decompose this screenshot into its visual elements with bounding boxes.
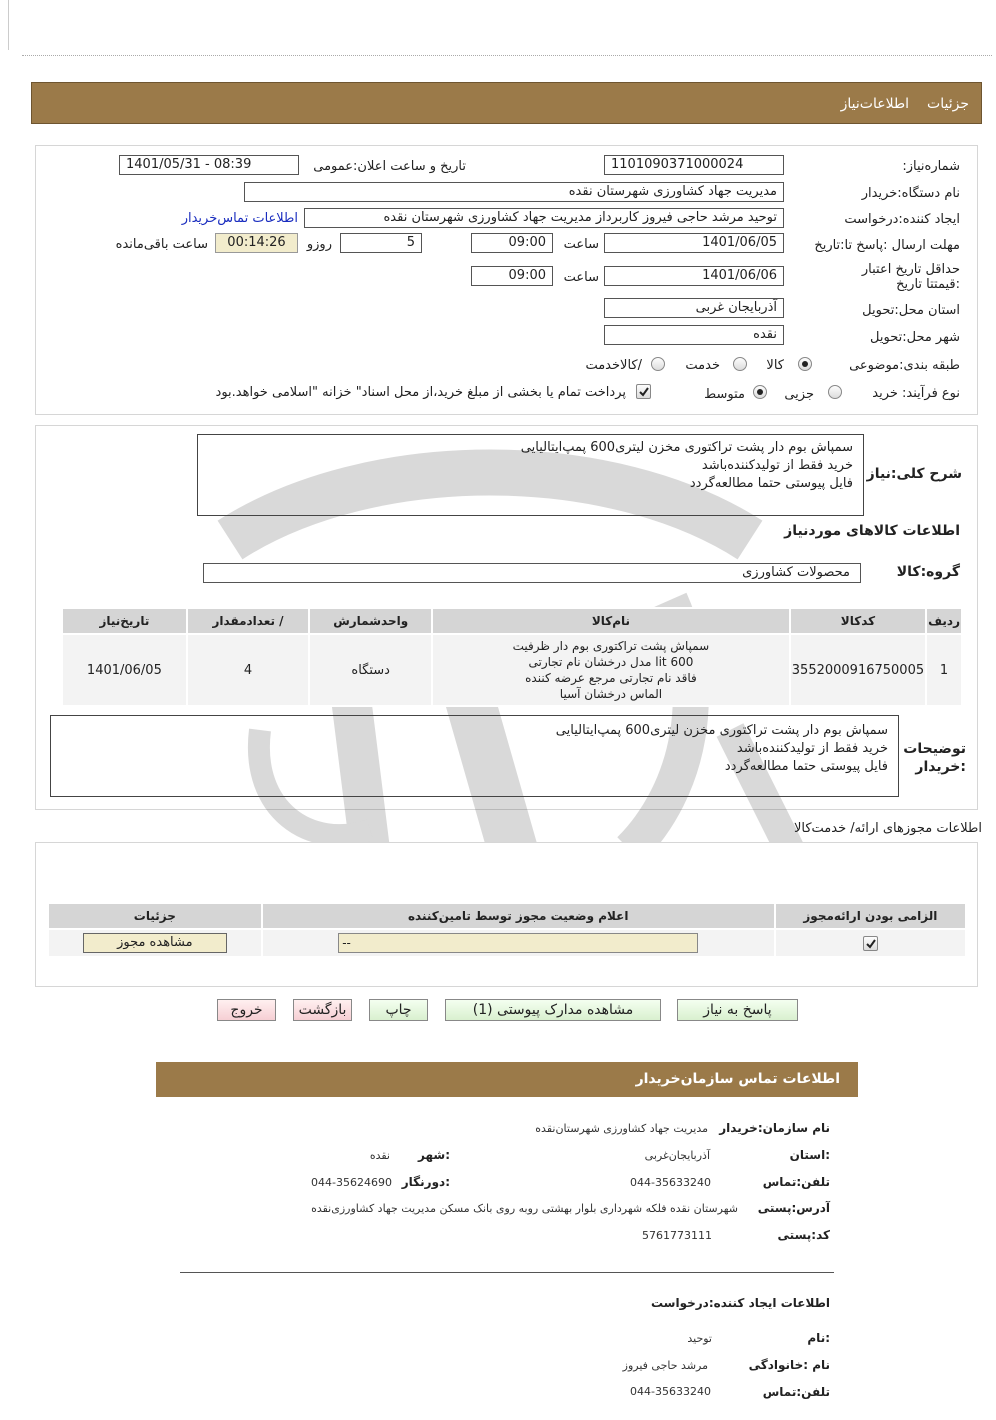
buyer-contact-link[interactable]: اطلاعات تماس‌خریدار	[181, 211, 298, 226]
deadline-label: مهلت ارسال :پاسخ تا:تاریخ	[814, 238, 960, 253]
group-label: گروه:کالا	[896, 564, 960, 580]
remaining-time-field: 00:14:26	[215, 233, 298, 253]
buyer-notes-label: توضیحات :خریدار	[903, 741, 966, 775]
contact-province-value: آذربایجان‌غربی	[644, 1149, 710, 1162]
summary-line: خرید فقط از تولیدکننده‌باشد	[701, 458, 853, 473]
col-row: ردیف	[926, 608, 962, 634]
contact-city-value: نقده	[369, 1149, 390, 1162]
validity-time-label: ساعت	[563, 270, 599, 285]
validity-time-field: 09:00	[471, 266, 553, 286]
table-row	[62, 634, 962, 706]
contact-postal-label: کد:پستی	[777, 1228, 830, 1242]
cell-row: 1	[926, 634, 962, 706]
col-qty: / تعدادمقدار	[187, 608, 309, 634]
name-line: فاقد نام تجارتی مرجع عرضه کننده	[525, 671, 697, 685]
group-field: محصولات کشاورزی	[203, 563, 861, 583]
creator-field: توحید مرشد حاجی فیروز کاربرداز مدیریت جهاد کشاورزی شهرستان نقده	[304, 208, 784, 228]
validity-date-field: 1401/06/06	[604, 266, 784, 286]
summary-box	[197, 434, 864, 516]
buyer-notes-line: سمپاش بوم دار پشت تراکتوری مخزن لیتری600 پمپ‌ایتالیایی	[555, 723, 888, 738]
permits-table	[47, 902, 967, 958]
summary-line: سمپاش بوم دار پشت تراکتوری مخزن لیتری600 پمپ‌ایتالیایی	[520, 440, 853, 455]
contact-title: اطلاعات تماس سازمان‌خریدار	[635, 1071, 840, 1087]
buyer-notes-box	[50, 715, 899, 797]
creator-name-value: توحید	[687, 1332, 712, 1345]
contact-address-value: شهرستان نقده فلکه شهرداری بلوار بهشتی روبه روی بانک مسکن مدیریت جهاد کشاورزی‌نقده	[311, 1202, 738, 1215]
creator-name-label: :نام	[807, 1331, 830, 1345]
contact-fax-label: :دورنگار	[401, 1175, 450, 1189]
col-code: کدکالا	[790, 608, 926, 634]
category-option-service: خدمت	[685, 358, 720, 373]
contact-phone-value: 044-35633240	[630, 1176, 711, 1189]
days-field: 5	[340, 233, 422, 253]
contact-header	[156, 1062, 858, 1097]
name-line: 600 lit مدل درخشان نام تجارتی	[528, 655, 694, 669]
cell-permit-status	[262, 929, 775, 957]
contact-org-label: نام سازمان:خریدار	[719, 1121, 830, 1135]
city-field: نقده	[604, 325, 784, 345]
reply-button[interactable]: پاسخ به نیاز	[677, 999, 798, 1021]
announce-label: تاریخ و ساعت اعلان:عمومی	[313, 159, 466, 174]
contact-divider	[180, 1272, 834, 1273]
days-label: روزو	[306, 237, 332, 252]
category-radio-goods-service[interactable]	[651, 357, 665, 371]
col-permit-status: اعلام وضعیت مجوز توسط تامین‌کننده	[262, 903, 775, 929]
col-unit: واحدشمارش	[309, 608, 432, 634]
details-header	[31, 82, 982, 124]
creator-family-label: نام :خانوادگی	[748, 1358, 830, 1372]
permit-required-checkbox[interactable]	[863, 936, 878, 951]
creator-phone-value: 044-35633240	[630, 1385, 711, 1398]
back-button[interactable]: بازگشت	[293, 999, 352, 1021]
contact-org-value: مدیریت جهاد کشاورزی شهرستان‌نقده	[535, 1122, 708, 1135]
contact-city-label: :شهر	[418, 1148, 450, 1162]
cell-unit: دستگاه	[309, 634, 432, 706]
category-option-goods: کالا	[766, 358, 784, 373]
province-label: استان محل:تحویل	[862, 303, 960, 318]
contact-fax-value: 044-35624690	[311, 1176, 392, 1189]
buyer-notes-line: فایل پیوستی حتما مطالعه‌گردد	[724, 759, 888, 774]
col-date: تاریخ‌نیاز	[62, 608, 187, 634]
tab-need-info[interactable]: اطلاعات‌نیاز	[840, 96, 909, 112]
name-line: الماس درخشان آسیا	[559, 687, 663, 701]
province-field: آذربایجان غربی	[604, 298, 784, 318]
summary-line: فایل پیوستی حتما مطالعه‌گردد	[689, 476, 853, 491]
checkmark-icon	[865, 938, 877, 950]
cell-date: 1401/06/05	[62, 634, 187, 706]
category-radio-goods[interactable]	[798, 357, 812, 371]
process-option-minor: جزیی	[784, 387, 814, 402]
payment-checkbox[interactable]	[636, 384, 651, 399]
contact-address-label: آدرس:پستی	[757, 1201, 830, 1215]
buyer-org-label: نام دستگاه:خریدار	[861, 186, 960, 201]
goods-table	[61, 607, 963, 707]
attachments-button[interactable]: مشاهده مدارک پیوستی (1)	[445, 999, 661, 1021]
print-button[interactable]: چاپ	[369, 999, 428, 1021]
creator-family-value: مرشد حاجی فیروز	[622, 1359, 708, 1372]
deadline-time-label: ساعت	[563, 237, 599, 252]
left-rule	[8, 0, 9, 50]
deadline-time-field: 09:00	[471, 233, 553, 253]
summary-label: شرح کلی:نیاز	[866, 466, 962, 482]
payment-note: پرداخت تمام یا بخشی از مبلغ خرید،از محل اسناد" خزانه "اسلامی خواهد.بود	[215, 385, 626, 400]
col-permit-details: جزئیات	[48, 903, 262, 929]
process-radio-minor[interactable]	[828, 385, 842, 399]
cell-qty: 4	[187, 634, 309, 706]
table-row	[48, 929, 966, 957]
process-option-medium: متوسط	[704, 387, 745, 402]
contact-phone-label: تلفن:تماس	[762, 1175, 830, 1189]
cell-code: 3552000916750005	[790, 634, 926, 706]
need-number-field: 1101090371000024	[604, 155, 784, 175]
process-label: نوع فرآیند: خرید	[872, 386, 960, 401]
checkmark-icon	[638, 386, 650, 398]
deadline-date-field: 1401/06/05	[604, 233, 784, 253]
tab-details[interactable]: جزئیات	[927, 96, 969, 112]
cell-permit-required	[775, 929, 966, 957]
exit-button[interactable]: خروج	[217, 999, 276, 1021]
contact-province-label: :استان	[789, 1148, 830, 1162]
need-number-label: شماره‌نیاز:	[902, 159, 960, 174]
permit-status-field[interactable]: --	[338, 933, 698, 953]
name-line: سمپاش پشت تراکتوری بوم دار ظرفیت	[512, 639, 710, 653]
city-label: شهر محل:تحویل	[870, 330, 960, 345]
contact-postal-value: 5761773111	[642, 1229, 712, 1242]
category-label: طبقه بندی:موضوعی	[849, 358, 960, 373]
top-divider	[22, 55, 992, 56]
category-radio-service[interactable]	[733, 357, 747, 371]
buyer-notes-line: خرید فقط از تولیدکننده‌باشد	[736, 741, 888, 756]
announce-field: 1401/05/31 - 08:39	[119, 155, 299, 175]
col-name: نام‌کالا	[432, 608, 790, 634]
cell-name	[432, 634, 790, 706]
buyer-org-field: مدیریت جهاد کشاورزی شهرستان نقده	[244, 182, 784, 202]
col-permit-required: الزامی بودن ارائه‌مجوز	[775, 903, 966, 929]
validity-label: حداقل تاریخ اعتبار :قیمتتا تاریخ	[861, 262, 960, 292]
category-option-goods-service: /کالاخدمت	[585, 358, 642, 373]
permits-title: اطلاعات مجوزهای ارائه/ خدمت‌کالا	[793, 821, 982, 836]
view-permit-button[interactable]: مشاهده مجوز	[83, 933, 227, 953]
goods-section-title: اطلاعات کالاهای موردنیاز	[784, 523, 960, 539]
process-radio-medium[interactable]	[753, 385, 767, 399]
creator-label: ایجاد کننده:درخواست	[844, 212, 960, 227]
remaining-label: ساعت باقی‌مانده	[115, 237, 208, 252]
cell-permit-details	[48, 929, 262, 957]
creator-info-title: اطلاعات ایجاد کننده:درخواست	[650, 1296, 830, 1310]
creator-phone-label: تلفن:تماس	[762, 1385, 830, 1399]
